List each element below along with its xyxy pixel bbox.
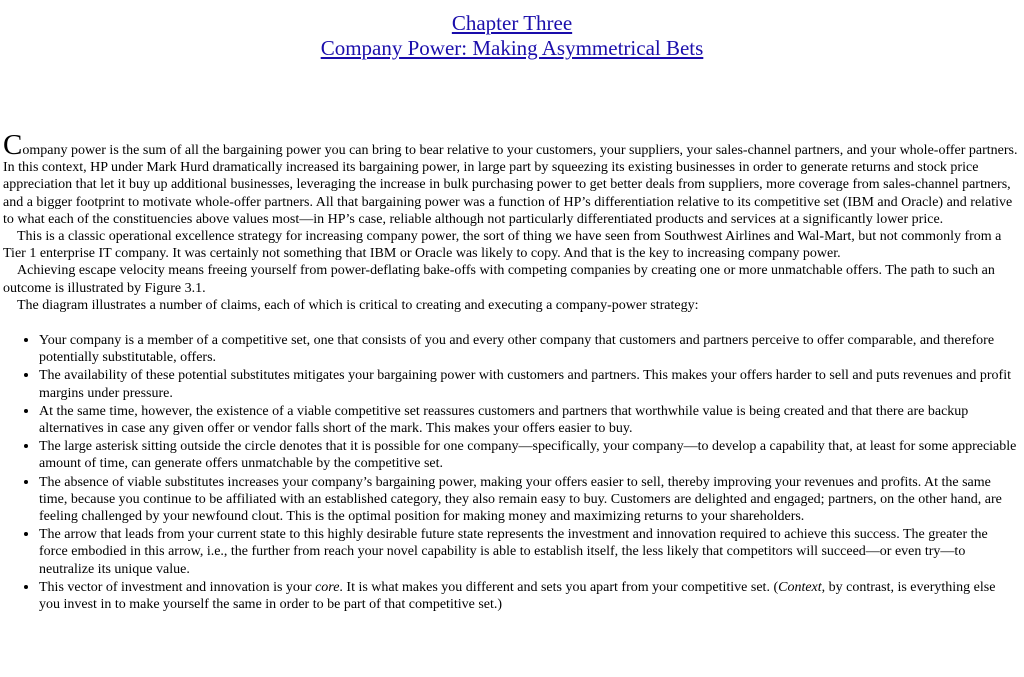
paragraph-2: This is a classic operational excellence strategy for increasing company power, the sort of thing we have seen from Southwest Airlines and Wal-Mart, but not commonly from a Tier 1 enterprise IT company. It was certainly not something that IBM or Oracle was likely to copy. And that is the key to increasing company power. — [3, 229, 1002, 262]
chapter-body — [3, 129, 1019, 613]
paragraph-4: The diagram illustrates a number of claims, each of which is critical to creating and executing a company-power strategy: — [17, 297, 699, 313]
claim-item: • At the same time, however, the existence of a viable competitive set reassures customers and partners that worthwhile value is being created and that there are backup alternatives in case any given offer or vendor falls short of the mark. This makes your offers easier to buy. — [39, 402, 1019, 437]
claim-item: • The large asterisk sitting outside the circle denotes that it is possible for one company—specifically, your company—to develop a capability that, at least for some appreciable amount of time, can generate offers unmatchable by the competitive set. — [39, 437, 1019, 472]
chapter-number-link[interactable]: Chapter Three — [451, 11, 573, 35]
paragraph-intro-text: ompany power is the sum of all the bargaining power you can bring to bear relative to your customers, your suppliers, your sales-channel partners, and your whole-offer partners. In this context, HP under Mark Hurd dramatically increased its bargaining power, in large part by squeezing its existing businesses in order to generate returns and stock price appreciation that let it buy up additional businesses, leveraging the increase in bulk purchasing power to get better deals from suppliers, more coverage from sales-channel partners, and a bigger footprint to motivate whole-offer partners. All that bargaining power was a function of HP’s differentiation relative to its competitive set (IBM and Oracle) and relative to what each of the constituencies above values most—in HP’s case, reliable although not particularly differentiated products and services at a significantly lower price. — [3, 143, 1018, 227]
claims-list — [3, 331, 1019, 613]
claim-text: This vector of investment and innovation is your — [39, 579, 316, 595]
paragraph-3: Achieving escape velocity means freeing yourself from power-deflating bake-offs with competing companies by creating one or more unmatchable offers. The path to such an outcome is illustrated by Figure 3.1. — [3, 263, 995, 296]
core-term: core — [315, 579, 340, 595]
claim-text: , by contrast, is everything else you invest in to make yourself the same in order to be part of that competitive set.) — [39, 579, 996, 613]
claim-item: • The arrow that leads from your current state to this highly desirable future state represents the investment and innovation required to achieve this success. The greater the force embodied in this arrow, i.e., the further from reach your novel capability is able to establish itself, the less likely that competitors will succeed—or even try—to neutralize its unique value. — [39, 525, 1019, 578]
claim-item: • The availability of these potential substitutes mitigates your bargaining power with customers and partners. This makes your offers harder to sell and puts revenues and profit margins under pressure. — [39, 366, 1019, 401]
claim-item: • Your company is a member of a competitive set, one that consists of you and every other company that customers and partners perceive to offer comparable, and therefore potentially substitutable, offers. — [39, 331, 1019, 366]
claim-item: • The absence of viable substitutes increases your company’s bargaining power, making your offers easier to sell, thereby improving your revenues and profits. At the same time, because you continue to be affiliated with an established category, they also remain easy to buy. Customers are delighted and engaged; partners, on the other hand, are feeling challenged by your newfound clout. This is the optimal position for making money and maximizing returns to your shareholders. — [39, 473, 1019, 526]
chapter-heading — [0, 11, 1024, 61]
drop-cap: C — [3, 129, 23, 161]
claim-item-core — [39, 578, 1019, 613]
context-term: Context — [778, 579, 822, 595]
chapter-title-link[interactable]: Company Power: Making Asymmetrical Bets — [320, 36, 704, 60]
claim-text: . It is what makes you different and sets you apart from your competitive set. ( — [339, 579, 779, 595]
paragraph-intro — [3, 129, 1019, 228]
